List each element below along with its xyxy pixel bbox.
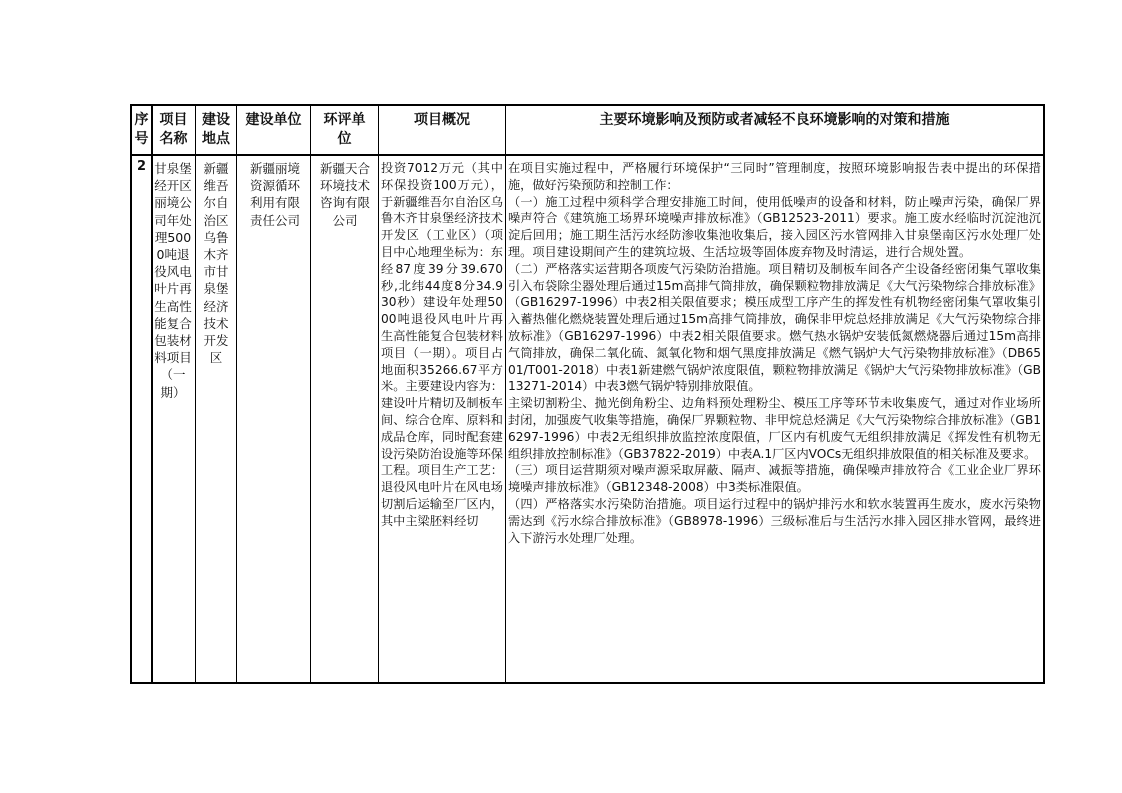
header-construction-unit: 建设单位 [245, 112, 302, 128]
header-overview: 项目概况 [414, 112, 470, 128]
measures-paragraph: （二）严格落实运营期各项废气污染防治措施。项目精切及制板车间各产尘设备经密闭集气罩收集引入布袋除尘器处理后通过15m高排气筒排放，确保颗粒物排放满足《大气污染物综合排放标准》（GB16297-1996）中表2相关限值要求；模压成型工序产生的挥发性有机物经密闭集气罩收集引入蓄热催化燃烧装置处理后通过15m高排气筒排放，确保非甲烷总烃排放满足《大气污染物综合排放标准》（GB16297-1996）中表2相关限值要求。燃气热水锅炉安装低氮燃烧器后通过15m高排气筒排放，确保二氧化硫、氮氧化物和烟气黑度排放满足《燃气锅炉大气污染物排放标准》（DB6501/T001-2018）中表1新建燃气锅炉浓度限值，颗粒物排放满足《锅炉大气污染物排放标准》（GB13271-2014）中表3燃气锅炉特别排放限值。 [508, 261, 1041, 394]
col-divider [310, 106, 311, 682]
row-no: 2 [136, 159, 147, 174]
col-divider [151, 106, 153, 682]
row-overview: 投资7012万元（其中环保投资100万元），于新疆维吾尔自治区乌鲁木齐甘泉堡经济技术开发区（工业区）（项目中心地理坐标为：东经87度39分39.670秒,北纬44度8分34.930秒）建设年处理5000吨退役风电叶片再生高性能复合包装材料项目（一期）。项目占地面积35266.67平方米。主要建设内容为：建设叶片精切及制板车间、综合仓库、原料和成品仓库，同时配套建设污染防治设施等环保工程。项目生产工艺：退役风电叶片在风电场切割后运输至厂区内，其中主梁胚料经切 [381, 161, 503, 528]
header-no: 序号 [134, 112, 149, 147]
header-measures: 主要环境影响及预防或者减轻不良环境影响的对策和措施 [599, 112, 950, 128]
measures-paragraph: （三）项目运营期须对噪声源采取屏蔽、隔声、减振等措施，确保噪声排放符合《工业企业厂界环境噪声排放标准》（GB12348-2008）中3类标准限值。 [508, 463, 1041, 495]
row-location: 新疆维吾尔自治区乌鲁木齐市甘泉堡经济技术开发区 [203, 161, 229, 366]
row-eia-unit: 新疆天合环境技术咨询有限公司 [319, 161, 370, 228]
header-location: 建设地点 [202, 112, 230, 147]
row-project-name: 甘泉堡经开区丽境公司年处理5000吨退役风电叶片再生高性能复合包装材料项目（一期） [154, 161, 192, 400]
row-construction-unit: 新疆丽境资源循环利用有限责任公司 [249, 161, 300, 228]
header-project-name: 项目名称 [159, 112, 188, 147]
measures-paragraph: （四）严格落实水污染防治措施。项目运行过程中的锅炉排污水和软水装置再生废水，废水污染物需达到《污水综合排放标准》（GB8978-1996）三级标准后与生活污水排入园区排水管网，最终进入下游污水处理厂处理。 [508, 496, 1041, 545]
measures-paragraph: （一）施工过程中须科学合理安排施工时间，使用低噪声的设备和材料，防止噪声污染，确保厂界噪声符合《建筑施工场界环境噪声排放标准》（GB12523-2011）要求。施工废水经临时沉淀池沉淀后回用；施工期生活污水经防渗收集池收集后，接入园区污水管网排入甘泉堡南区污水处理厂处理。项目建设期间产生的建筑垃圾、生活垃圾等固体废弃物及时清运，进行合规处置。 [508, 194, 1041, 259]
project-table [130, 104, 1045, 684]
col-divider [505, 106, 506, 682]
col-divider [236, 106, 237, 682]
measures-paragraph: 主梁切割粉尘、抛光倒角粉尘、边角料预处理粉尘、模压工序等环节未收集废气，通过对作业场所封闭，加强废气收集等措施，确保厂界颗粒物、非甲烷总烃满足《大气污染物综合排放标准》（GB16297-1996）中表2无组织排放监控浓度限值，厂区内有机废气无组织排放满足《挥发性有机物无组织排放控制标准》（GB37822-2019）中表A.1厂区内VOCs无组织排放限值的相关标准及要求。 [508, 396, 1041, 461]
col-divider [195, 106, 196, 682]
col-divider [378, 106, 379, 682]
measures-paragraph: 在项目实施过程中，严格履行环境保护“三同时”管理制度，按照环境影响报告表中提出的环保措施，做好污染预防和控制工作： [508, 161, 1041, 192]
header-eia-unit: 环评单位 [323, 112, 366, 147]
row-measures [508, 160, 1041, 682]
